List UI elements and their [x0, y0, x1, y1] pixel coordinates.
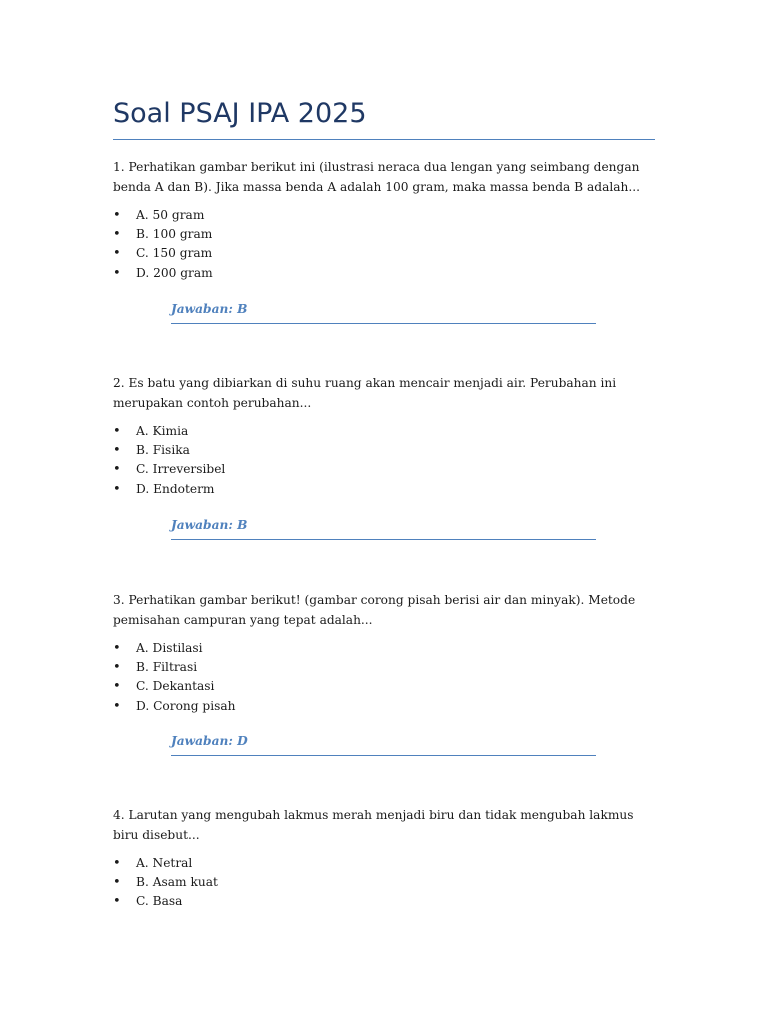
option-label: C. Dekantasi	[136, 679, 215, 694]
option-item	[113, 892, 658, 911]
bullet-icon: •	[113, 208, 121, 223]
bullet-icon: •	[113, 894, 121, 910]
bullet-icon: •	[113, 660, 121, 676]
question-text: 2. Es batu yang dibiarkan di suhu ruang akan mencair menjadi air. Perubahan ini merupakan contoh perubahan...	[113, 376, 617, 410]
option-label: D. 200 gram	[136, 265, 213, 280]
bullet-icon: •	[113, 265, 121, 281]
bullet-icon: •	[113, 679, 121, 695]
option-label: C. Irreversibel	[136, 462, 226, 477]
option-item	[113, 854, 658, 873]
option-label: B. Asam kuat	[136, 875, 218, 890]
option-item	[113, 264, 658, 283]
option-label: A. 50 gram	[136, 208, 205, 222]
question-2	[113, 374, 658, 499]
option-label: D. Endoterm	[136, 481, 215, 496]
option-item	[113, 422, 658, 441]
question-4	[113, 806, 658, 912]
option-label: D. Corong pisah	[136, 698, 236, 713]
question-text: 4. Larutan yang mengubah lakmus merah menjadi biru dan tidak mengubah lakmus biru disebut...	[113, 808, 634, 842]
option-item	[113, 697, 658, 716]
option-label: A. Kimia	[136, 424, 189, 438]
option-item	[113, 639, 658, 658]
bullet-icon: •	[113, 698, 121, 714]
option-item	[113, 225, 658, 244]
option-list	[113, 639, 658, 716]
option-label: C. Basa	[136, 894, 183, 909]
option-list	[113, 206, 658, 283]
option-list	[113, 854, 658, 912]
bullet-icon: •	[113, 462, 121, 478]
option-label: A. Netral	[136, 856, 193, 870]
option-item	[113, 677, 658, 696]
bullet-icon: •	[113, 443, 121, 459]
bullet-icon: •	[113, 424, 121, 439]
option-item	[113, 658, 658, 677]
question-3	[113, 591, 658, 716]
option-label: B. Fisika	[136, 443, 190, 458]
option-list	[113, 422, 658, 499]
option-item	[113, 206, 658, 225]
option-item	[113, 441, 658, 460]
document-title: Soal PSAJ IPA 2025	[113, 98, 367, 129]
bullet-icon: •	[113, 875, 121, 891]
title-underline	[113, 139, 655, 140]
option-label: A. Distilasi	[136, 641, 203, 655]
option-label: B. 100 gram	[136, 227, 213, 242]
answer-key-2: Jawaban: B	[171, 516, 596, 540]
bullet-icon: •	[113, 856, 121, 871]
bullet-icon: •	[113, 641, 121, 656]
question-1	[113, 158, 658, 283]
option-item	[113, 460, 658, 479]
bullet-icon: •	[113, 481, 121, 497]
question-text: 1. Perhatikan gambar berikut ini (ilustrasi neraca dua lengan yang seimbang dengan benda A dan B). Jika massa benda A adalah 100 gram, maka massa benda B adalah...	[113, 160, 640, 194]
option-item	[113, 244, 658, 263]
option-label: C. 150 gram	[136, 246, 213, 261]
option-label: B. Filtrasi	[136, 660, 198, 675]
option-item	[113, 873, 658, 892]
option-item	[113, 480, 658, 499]
bullet-icon: •	[113, 246, 121, 262]
bullet-icon: •	[113, 227, 121, 243]
question-text: 3. Perhatikan gambar berikut! (gambar corong pisah berisi air dan minyak). Metode pemisahan campuran yang tepat adalah...	[113, 593, 636, 627]
answer-key-1: Jawaban: B	[171, 300, 596, 324]
answer-key-3: Jawaban: D	[171, 732, 596, 756]
